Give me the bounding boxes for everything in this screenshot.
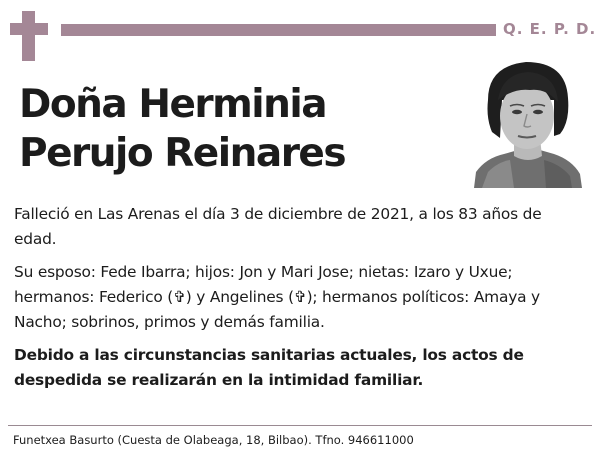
footer-divider: [8, 425, 592, 426]
sanitary-notice-paragraph: Debido a las circunstancias sanitarias actuales, los actos de despedida se realizarán en la intimidad familiar.: [14, 346, 524, 389]
deceased-name-line1: Doña Herminia: [19, 82, 327, 127]
announcement-text: [14, 202, 586, 401]
qepd-label: Q. E. P. D.: [503, 20, 597, 38]
death-notice-paragraph: Falleció en Las Arenas el día 3 de diciembre de 2021, a los 83 años de edad.: [14, 205, 542, 248]
deceased-name: [19, 80, 459, 178]
portrait-photo: [474, 60, 582, 188]
funeral-home-info: Funetxea Basurto (Cuesta de Olabeaga, 18, Bilbao). Tfno. 946611000: [13, 433, 414, 447]
latin-cross-icon: [10, 11, 48, 61]
deceased-name-line2: Perujo Reinares: [19, 131, 346, 176]
header-divider-bar: [61, 24, 496, 36]
family-paragraph: Su esposo: Fede Ibarra; hijos: Jon y Mari Jose; nietas: Izaro y Uxue; hermanos: Federico (✞) y Angelines (✞); hermanos políticos: Amaya y Nacho; sobrinos, primos y demás familia.: [14, 263, 540, 331]
